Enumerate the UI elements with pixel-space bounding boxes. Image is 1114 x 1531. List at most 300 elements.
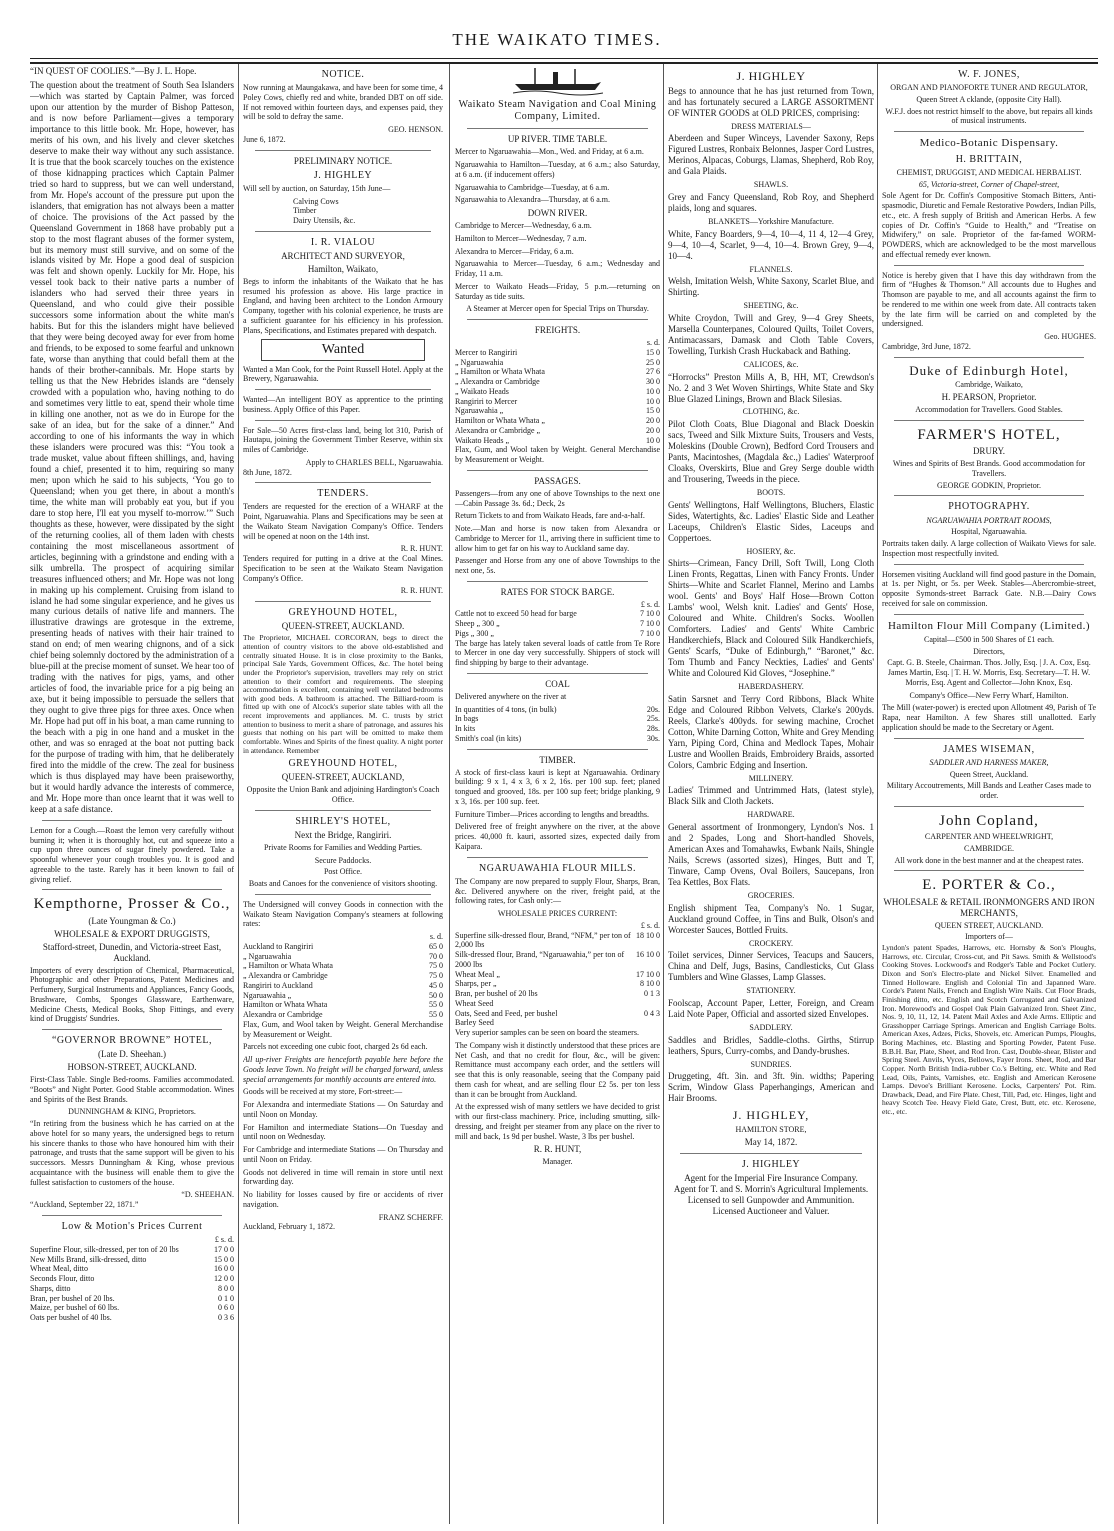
section-heading: BOOTS. (756, 488, 786, 498)
row-label: Pigs „ 300 „ (455, 628, 494, 638)
wiseman-name: JAMES WISEMAN, (943, 743, 1035, 755)
vialou-body: Begs to inform the inhabitants of the Waikato that he has resumed his profession as above. His large practice in England, and having been architect to the London Armoury Company, together with his colonial experience, he trusts are a sufficient guarantee for his efficiency in his profession. Plans, Specifications, and Estimates prepared with despatch. (243, 276, 443, 335)
row-label: Wheat Seed (455, 998, 494, 1008)
passages-title: PASSAGES. (534, 475, 581, 486)
mills-title: NGARUAWAHIA FLOUR MILLS. (478, 862, 637, 874)
row-value: 0 6 0 (218, 1303, 234, 1313)
row-value: 45 0 (429, 980, 443, 990)
wiseman-role: SADDLER AND HARNESS MAKER, (929, 757, 1049, 767)
row-value: 16 0 0 (214, 1264, 234, 1274)
passages-2: Return Tickets to and from Waikato Heads, fare and-a-half. (455, 511, 645, 521)
farmers-prop: GEORGE GODKIN, Proprietor. (937, 480, 1041, 490)
greyhound2-body: Opposite the Union Bank and adjoining Hardington's Coach Office. (246, 785, 440, 805)
table-row (455, 358, 660, 368)
separator (255, 231, 431, 232)
convey-s4: Goods not delivered in time will remain in store until next forwarding day. (243, 1167, 443, 1187)
separator (255, 810, 431, 811)
greyhound-street: QUEEN-STREET, AUCKLAND. (281, 621, 405, 632)
table-row (30, 1294, 234, 1304)
mills-wish: The Company wish it distinctly understood that these prices are Net Cash, and that no credit for flour, &c., will be given: Remittance must accompany each order, and the settlers will see that this is only reasonable, seeing that the Company paid them cash for wheat, and are selling flour £2 5s. per ton less than it can be brought from Auckland. (455, 1040, 660, 1099)
column-divider (238, 64, 239, 1524)
convey-parcels: Parcels not exceeding one cubic foot, charged 2s 6d each. (243, 1042, 428, 1052)
tenders-wharf-sign: R. R. HUNT. (400, 544, 443, 554)
agent-4: Licensed Auctioneer and Valuer. (712, 1205, 830, 1216)
row-label: In kits (455, 724, 476, 734)
list-item: Mercer to Waikato Heads—Friday, 5 p.m.—returning on Saturday as tide suits. (455, 281, 660, 301)
passages-4: Passenger and Horse from any one of above Townships to the next one, 5s. (455, 556, 660, 575)
row-value: 15 0 (646, 406, 660, 416)
vialou-place: Hamilton, Waikato, (307, 264, 379, 274)
row-label: „ Alexandra or Cambridge (455, 377, 540, 387)
lemon-cough-item: Lemon for a Cough.—Roast the lemon very carefully without burning it; when it is thoroughly hot, cut and squeeze into a cup upon three ounces of sugar finely powdered. Take a spoonful whenever your cough troubles you. It is good and agreeable to the taste. Rarely has it been known to fail of giving relief. (30, 825, 234, 884)
section-body: Druggeting, 4ft. 3in. and 3ft. 9in. widths; Papering Scrim, Window Glass Paperhangings, American and Hair Brooms. (668, 1071, 874, 1104)
kempthorne-sub: (Late Youngman & Co.) (88, 915, 176, 926)
section-heading: CROCKERY. (748, 938, 794, 948)
porter-body: Lyndon's patent Spades, Harrows, etc. Hornsby & Son's Ploughs, Harrows, etc. Circular, Cross-cut, and Pit Saws. Smith & Wellstood's Cooking Stoves. Lockwood's and Rodger's Table and Pocket Cutlery. Dixon and Son's Electro-plate and Nickel Silver. Enamelled and Tinned Holloware. English and Colonial Tin and Japanned Ware. Corde's Patent Nails, French and English Wire Nails. Cut Floor Brads, Finishing ditto, etc. English and Scotch Corrugated and Galvanized Iron. Morewood's and Gospel Oak Plain Galvanized Iron. Sheet Zinc, Nos. 9, 10, 11, 12, 14. Patent Mail Axles and Axle Arms. Elliptic and Grasshopper Carriage Springs. American and English Carriage Bolts. American Axes, Adzes, Picks, Shovels, etc. American Pumps, Ploughs, Boring Machines, etc. Blasting and Sporting Powder, Patent Fuse. B.B.H. Bar, Plate, Sheet, and Rod Iron. Cast, Double-shear, Blister and Spring Steel. Anvils, Vyces, Bellows, Fayer Irons. Sheet, Rod, and Bar Copper. North British India-rubber Co.'s Belting, etc. White and Red Lead, Oils, Paints, Varnishes, etc. English and American Kerosene Lamps. Devoe's Brilliant Kerosene. Locks, Carpenters' Pot. Rim. Drawback, Dead, and Fire Plate. Chest, Till, Pad, etc. Hinges, light and heavy Scotch Tee. Heavy Field Gate, Crest, Butt, etc. etc. Kerosene, etc., etc. (882, 943, 1096, 1117)
separator (467, 128, 648, 129)
row-value: 0 1 0 (218, 1293, 234, 1303)
stock-table (455, 609, 660, 638)
convey-date: Auckland, February 1, 1872. (243, 1222, 335, 1232)
kempthorne-title: Kempthorne, Prosser & Co., (33, 896, 231, 913)
table-row (455, 426, 660, 436)
table-row (455, 367, 660, 377)
row-label: „ Hamilton or Whata Whata (243, 961, 333, 971)
downriver-heading: DOWN RIVER. (527, 208, 588, 219)
timber-furniture: Furniture Timber—Prices according to lengths and breadths. (455, 809, 649, 819)
row-value: 50 0 (429, 990, 443, 1000)
row-label: Smith's coal (in kits) (455, 733, 522, 743)
copland-body: All work done in the best manner and at the cheapest rates. (894, 855, 1084, 865)
column-2 (243, 66, 443, 1521)
section-heading: SHEETING, &c. (743, 301, 799, 311)
prelim-items (243, 197, 443, 226)
table-row (30, 1284, 234, 1294)
shirley-paddock: Secure Paddocks. (314, 855, 372, 865)
shirley-title: SHIRLEY'S HOTEL, (295, 815, 391, 827)
separator (894, 357, 1084, 358)
row-value: 75 0 (429, 961, 443, 971)
mills-sign: R. R. HUNT, (533, 1144, 582, 1155)
row-label: Waikato Heads „ (455, 435, 509, 445)
table-row (455, 416, 660, 426)
highley-sign: J. HIGHLEY, (732, 1108, 810, 1123)
duke-prop: H. PEARSON, Proprietor. (941, 392, 1037, 403)
row-value: 20s. (646, 704, 660, 714)
table-row (243, 971, 443, 981)
section-heading: HARDWARE. (747, 810, 795, 820)
separator (42, 1029, 222, 1030)
section-body: Ladies' Trimmed and Untrimmed Hats, (latest style), Black Silk and Cloth Jackets. (668, 785, 874, 807)
hamilton-mill-title: Hamilton Flour Mill Company (Limited.) (887, 619, 1090, 632)
downriver-times (455, 221, 660, 301)
wanted-boy: Wanted—An intelligent BOY as apprentice to the printing business. Apply Office of this Paper. (243, 395, 443, 414)
table-row (30, 1274, 234, 1284)
farmers-place: DRURY. (972, 446, 1006, 457)
wiseman-body: Military Accoutrements, Mill Bands and Leather Cases made to order. (886, 781, 1092, 801)
row-value: 17 10 0 (636, 969, 660, 979)
hamilton-capital: Capital—£500 in 500 Shares of £1 each. (924, 634, 1054, 644)
agent-3: Licensed to sell Gunpowder and Ammunition. (687, 1194, 855, 1205)
mills-expressed: At the expressed wish of many settlers we have decided to grist with our first-class machinery. Price, including smutting, silk-dressing, and freight per steamer from any place on the river to mill and back, 1s 9d per bushel. Waste, 3 lbs per bushel. (455, 1102, 660, 1141)
table-row (30, 1255, 234, 1265)
governor-sign: “D. SHEEHAN. (181, 1190, 234, 1200)
row-value: 16 10 0 (636, 950, 660, 960)
section-body: White Croydon, Twill and Grey, 9—4 Grey Sheets, Marsella Counterpanes, Coloured Quilts, Toilet Covers, Antimacassars, Damask and Cloth Table Covers, Towelling, Turkish Crash Huckaback and Bathing. (668, 312, 874, 356)
row-value: 8 0 0 (218, 1283, 234, 1293)
row-value: 70 0 (429, 951, 443, 961)
photo-title: PHOTOGRAPHY. (948, 501, 1030, 513)
jones-address: Queen Street A cklande, (opposite City Hall). (916, 94, 1062, 104)
row-value: 55 0 (429, 1010, 443, 1020)
section-body: Grey and Fancy Queensland, Rob Roy, and Shepherd plaids, long and squares. (668, 191, 874, 213)
jones-role: ORGAN AND PIANOFORTE TUNER AND REGULATOR, (890, 83, 1088, 93)
governor-date: “Auckland, September 22, 1871.” (30, 1200, 139, 1210)
convey-s3: For Cambridge and intermediate Stations — On Thursday and until Noon on Friday. (243, 1145, 443, 1164)
upriver-times (455, 147, 660, 205)
copland-role: CARPENTER AND WHEELWRIGHT, (924, 832, 1054, 842)
row-value: 15 0 (646, 347, 660, 357)
row-value: 10 0 (646, 386, 660, 396)
convey-body: The Undersigned will convey Goods in connection with the Waikato Steam Navigation Company's steamers at following rates: (243, 899, 443, 929)
greyhound2-street: QUEEN-STREET, AUCKLAND, (281, 772, 405, 783)
row-label: In bags (455, 714, 479, 724)
section-heading: MILLINERY. (748, 773, 794, 783)
photo-address: Hospital, Ngaruawahia. (951, 527, 1027, 537)
section-body: Aberdeen and Super Winceys, Lavender Saxony, Reps Figured Lustres, Ronbaix Belonnes, Jasper Cord Lustres, Merinos, Alpacas, Coburgs, Llamas, Shepherd, Rob Roy, and Gala Plaids. (668, 133, 874, 177)
row-label: Hamilton or Whata Whata „ (455, 416, 545, 426)
row-value: 65 0 (429, 941, 443, 951)
table-row (243, 991, 443, 1001)
row-label: Maize, per bushel of 60 lbs. (30, 1303, 120, 1313)
tenders-wharf: Tenders are requested for the erection of a WHARF at the Point, Ngaruawahia. Plans and Specifications may be seen at the Waikato Steam Navigation Company's Office. Tenders will be opened at noon on the 14th inst. (243, 502, 443, 541)
row-value: 25s. (646, 714, 660, 724)
for-sale-apply: Apply to CHARLES BELL, Ngaruawahia. (305, 457, 443, 467)
row-label: „ Waikato Heads (455, 386, 509, 396)
separator (467, 470, 648, 471)
convey-store: Goods will be received at my store, Fort-street:— (243, 1087, 403, 1097)
section-body: Satin Sarsnet and Terry Cord Ribbons, Black White Edge and Coloured Ribbon Velvets, Clarke's 200yds. Reels, Clarke's 400yds. for sewing machine, Crochet Cotton, White Darning Cotton, White and Grey Mending Yarn, Piping Cord, China and Medlock Tapes, Mohair Lustre and Woollen Braids, Embroidery Braids, assorted Colors, Cambric Edging and Insertion. (668, 693, 874, 770)
brittain-role: CHEMIST, DRUGGIST, AND MEDICAL HERBALIST. (896, 167, 1082, 177)
coal-title: COAL (545, 678, 570, 689)
mills-role: Manager. (542, 1157, 573, 1167)
separator (680, 1153, 862, 1154)
highley-date: May 14, 1872. (744, 1136, 798, 1147)
column-5 (882, 66, 1096, 1521)
row-label: Silk-dressed flour, Brand, “Ngaruawahia,” per ton of 2000 lbs (455, 950, 625, 969)
row-value: 20 0 (646, 416, 660, 426)
list-item: Alexandra to Mercer—Friday, 6 a.m. (455, 246, 574, 256)
row-label: Bran, per bushel of 20 lbs (455, 989, 538, 999)
table-row (455, 436, 660, 446)
separator (894, 806, 1084, 807)
separator (894, 420, 1084, 421)
row-label: „ Ngaruawahia (455, 357, 504, 367)
steamship-icon (513, 66, 603, 96)
shirley-body: Private Rooms for Families and Wedding Parties. (263, 842, 423, 852)
notice-body: Now running at Maungakawa, and have been for some time, 4 Poley Cows, chiefly red and white, branded DBT on off side. If not removed within fourteen days, and expenses paid, they will be sold to defray the same. (243, 83, 443, 122)
porter-importers: Importers of— (965, 932, 1013, 942)
section-body: General assortment of Ironmongery, Lyndon's Nos. 1 and 2 Spades, Long and Short-handled Shovels, American Axes and Tomahawks, Ewbank Nails, Shingle Nails, Screws (assorted sizes), Hinges, Butt and T, Tinware, Camp Ovens, Oval Boilers, Saucepans, Iron Tea Kettles, Box Flats. (668, 822, 874, 887)
row-label: New Mills Brand, silk-dressed, ditto (30, 1254, 147, 1264)
freights-table (455, 348, 660, 446)
governor-title: “GOVERNOR BROWNE” HOTEL, (51, 1035, 213, 1047)
list-item: Mercer to Ngaruawahia—Mon., Wed. and Friday, at 6 a.m. (455, 147, 644, 157)
tenders-drive-sign: R. R. HUNT. (400, 586, 443, 596)
farmers-title: FARMER'S HOTEL, (917, 426, 1061, 443)
section-heading: DRESS MATERIALS— (731, 121, 811, 131)
row-value: 27 6 (646, 367, 660, 377)
table-row (243, 981, 443, 991)
coal-table (455, 705, 660, 744)
hughes-date: Cambridge, 3rd June, 1872. (882, 341, 971, 351)
separator (467, 857, 648, 858)
wsn-title: Waikato Steam Navigation and Coal Mining Company, Limited. (458, 99, 657, 123)
row-value: 17 0 0 (214, 1244, 234, 1254)
section-heading: BLANKETS—Yorkshire Manufacture. (708, 216, 834, 226)
convey-s5: No liability for losses caused by fire or accidents of river navigation. (243, 1190, 443, 1209)
table-row (30, 1313, 234, 1323)
greyhound-body: The Proprietor, MICHAEL CORCORAN, begs to direct the attention of country visitors to the above old-established and centrally situated House. It is in close proximity to the Banks, principal Sale Yards, Government Offices, &c. The hotel being under the Proprietor's supervision, travellers may rely on strict attention to their comfort and requirements. The sleeping accommodation is excellent, containing well ventilated bedrooms with good beds. A bathroom is attached. The Billiard-room is fitted up with one of Alcock's superior slate tables with all the recent improvements and appliances. M. C. trusts by strict attention to business to merit a share of patronage, and assures his guests that nothing on his part will be omitted to make them comfortable. Wines and Spirits of the finest quality. A night porter in attendance. Remember (243, 633, 443, 755)
section-heading: GROCERIES. (747, 890, 795, 900)
section-heading: CLOTHING, &c. (742, 407, 800, 417)
low-motion-table (30, 1245, 234, 1323)
upriver-heading: UP RIVER. TIME TABLE. (507, 134, 608, 145)
row-value: 12 0 0 (214, 1274, 234, 1284)
table-row (455, 999, 660, 1009)
section-heading: FLANNELS. (749, 264, 793, 274)
timber-delivered: Delivered free of freight anywhere on the river, at the above prices. 40,000 ft. kauri, assorted sizes, expected daily from Kaipara. (455, 822, 660, 851)
kempthorne-body: Importers of every description of Chemical, Pharmaceutical, Photographic and other Preparations, Patent Medicines and Perfumery, Surgical Instruments and Appliances, Fancy Goods, Brushware, Combs, Sponges Glassware, Earthenware, Medicine Chests, Medical Books, Shop Fittings, and every kind of Druggists' Sundries. (30, 965, 234, 1024)
separator (42, 889, 222, 890)
hamilton-directors: Capt. G. B. Steele, Chairman. Thos. Jolly, Esq. | J. A. Cox, Esq. James Martin, Esq. | T. H. W. Morris, Esq. Secretary—T. H. W. Morris, Esq. Agent and Collector—John Knox, Esq. (887, 658, 1091, 687)
list-item: Cambridge to Mercer—Wednesday, 6 a.m. (455, 221, 592, 231)
hamilton-mill-note: The Mill (water-power) is erected upon Allotment 49, Parish of Te Rapa, near Hamilton. A few Shares still unallotted. Early application should be made to the Secretary or Agent. (882, 703, 1096, 732)
stock-header: £ s. d. (640, 599, 660, 609)
row-label: Mercer to Rangiriri (455, 347, 518, 357)
row-label: Oats, Seed and Feed, per bushel (455, 1008, 558, 1018)
section-heading: SADDLERY. (749, 1022, 793, 1032)
table-row (243, 952, 443, 962)
shirley-boats: Boats and Canoes for the convenience of visitors shooting. (248, 879, 438, 889)
section-heading: HOSIERY, &c. (746, 546, 796, 556)
notice-sign: GEO. HENSON. (388, 125, 443, 135)
hughes-notice: Notice is hereby given that I have this day withdrawn from the firm of “Hughes & Thomson.” All accounts due to Hughes and Thomson are payable to me, and all accounts against the firm to be rendered to me within one week from date. All contracts taken by the late firm will be carried on and completed by the undersigned. (882, 270, 1096, 329)
separator (894, 870, 1084, 871)
duke-place: Cambridge, Waikato, (955, 380, 1023, 390)
notice-date: June 6, 1872. (243, 134, 286, 144)
porter-role: WHOLESALE & RETAIL IRONMONGERS AND IRON MERCHANTS, (883, 896, 1095, 918)
table-row (243, 942, 443, 952)
list-item: Dairy Utensils, &c. (293, 216, 356, 226)
separator (255, 389, 431, 390)
farmers-body: Wines and Spirits of Best Brands. Good accommodation for Travellers. (892, 459, 1086, 478)
row-label: Cattle not to exceed 50 head for barge (455, 609, 577, 619)
table-row (243, 1010, 443, 1020)
mills-header: £ s. d. (640, 920, 660, 930)
porter-address: QUEEN STREET, AUCKLAND. (934, 920, 1044, 930)
passages-1: Passengers—from any one of above Townships to the next one—Cabin Passage 3s. 6d.; Deck, 2s (455, 488, 660, 508)
brittain-name: H. BRITTAIN, (955, 153, 1023, 165)
row-label: „ Hamilton or Whata Whata (455, 367, 545, 377)
masthead-rule-thick (30, 62, 1098, 64)
section-body: English shipment Tea, Company's No. 1 Sugar, Auckland ground Coffee, in Tins and Bulk, Olson's and Worcester Sauces, Bottled Fruits. (668, 902, 874, 935)
table-row (455, 1009, 660, 1019)
table-row (455, 387, 660, 397)
section-heading: CALICOES, &c. (743, 359, 799, 369)
section-body: Gents' Wellingtons, Half Wellingtons, Bluchers, Elastic Sides, Watertights, &c. Ladies' Elastic Side and Leather Laceups, Children's Elastic Sides, Laceups and Coppertoes. (668, 499, 874, 543)
list-item: Ngaruawahia to Alexandra—Thursday, at 6 a.m. (455, 195, 610, 205)
article-title: “IN QUEST OF COOLIES.”—By J. L. Hope. (30, 66, 197, 76)
stock-note: The barge has lately taken several loads of cattle from Te Rore to Mercer in one day very successfully. Shippers of stock will find shipping by barge to their advantage. (455, 638, 660, 668)
convey-s2: For Hamilton and intermediate Stations—On Tuesday and until noon on Wednesday. (243, 1122, 443, 1142)
convey-sign: FRANZ SCHERFF. (378, 1212, 443, 1222)
row-value: 7 10 0 (640, 619, 660, 629)
list-item: Ngaruawahia to Cambridge—Tuesday, at 6 a.m. (455, 182, 610, 192)
governor-sub: (Late D. Sheehan.) (98, 1049, 166, 1060)
row-value: 25 0 (646, 357, 660, 367)
table-row (455, 609, 660, 619)
for-sale-date: 8th June, 1872. (243, 467, 292, 477)
row-label: Ngaruawahia „ (243, 990, 292, 1000)
row-value: 15 0 0 (214, 1254, 234, 1264)
row-label: Ngaruawahia „ (455, 406, 504, 416)
separator (894, 614, 1084, 615)
section-body: Foolscap, Account Paper, Letter, Foreign, and Cream Laid Note Paper, Official and assorted sized Envelopes. (668, 997, 874, 1019)
table-row (30, 1264, 234, 1274)
section-body: Saddles and Bridles, Saddle-cloths. Girths, Stirrup leathers, Spurs, Curry-combs, and Dandy-brushes. (668, 1034, 874, 1056)
separator (894, 564, 1084, 565)
low-motion-header: £ s. d. (214, 1235, 234, 1245)
table-row (455, 931, 660, 951)
timber-title: TIMBER. (539, 754, 576, 765)
column-divider (877, 64, 878, 1524)
separator (467, 581, 648, 582)
section-body: Shirts—Crimean, Fancy Drill, Soft Twill, Long Cloth Linen Fronts, Regattas, Linen with Fancy Fronts. Under Shirts—White and Scarlet Flannel, Merino and Lambs wool. Gents' and Boys' Half Hose—Brown Cotton Lambs' wool, Welsh knit. Ladies' and Gents' Hose, Coloured and White. Children's Socks. Woollen Comforters. Ladies' and Gents' White Cambric Handkerchiefs, Black and Coloured Silk Handkerchiefs, Gents' Scarfs, “Duke of Edinburgh,” “Baronet,” &c. Tom Thumb and Fancy Neckties, Ladies' and Gents' White and Coloured Kid Gloves, “Josephine.” (668, 558, 874, 679)
convey-s1: For Alexandra and intermediate Stations — On Saturday and until Noon on Monday. (243, 1100, 443, 1119)
row-value: 30 0 (646, 377, 660, 387)
section-body: Pilot Cloth Coats, Blue Diagonal and Black Doeskin sacs, Tweed and Silk Mixture Suits, Trousers and Vests, Moleskins (Double Crown), Bedford Cord Trousers and Pants, Macintoshes, (Magdala &c.,) Ladies' Waterproof Cloaks, Overskirts, Blue and Grey Serge double width and Trousering, Tweeds in the piece. (668, 419, 874, 485)
timber-body: A stock of first-class kauri is kept at Ngaruawahia. Ordinary building: 9 x 1, 4 x 3, 6 x 2, 16s. per 100 sup. feet; planed tongued and grooved, 18s. per 100 sup feet; bridge planking, 9 x 3, 16s. per 100 sup. feet. (455, 767, 660, 806)
table-row (455, 619, 660, 629)
list-item: Calving Cows (293, 196, 339, 206)
row-value: 20 0 (646, 425, 660, 435)
article-body: The question about the treatment of South Sea Islanders—which was started by Captain Palmer, was forced upon our attention by the murder of Bishop Patteson, and is now before Parliament—gives a temporary importance to this little book. Mr. Hope, however, has merits of his own, and his lively and clever sketches deserve to make their way without any such assistance. It is true that the book scarcely touches on the existence of those kidnapping practices which Captain Palmer tried so hard to suppress, but we can well understand, from Mr. Hope's account of the pressure put upon the islanders, that emigration has not always been a matter of choice. The provisions of the Act passed by the Queensland Government in 1868 have probably put a stop to the most flagrant abuses of the former system, but its memory must still survive, and on some of the islands visited by Mr. Hope a good deal of suspicion was felt and shown openly. Luckily for Mr. Hope, his vessel took back to their native parts a number of islanders who had served their three years in Queensland, and who could give their possible successors some information about the white man's habits. But for this the islanders might have believed that they were being decoyed away for ever from home and friends, to be exposed to some fearful and unknown fate, worse than anything that could befall them at the hands of their brother-cannibals. Mr. Hope starts by telling us that the New Hebrides islands are “densely crowded with a population who, having nothing to do and sometimes very little to eat, spend their whole time in killing one another, not as we do in Europe for the sake of an idea, but for the sake of a dinner.” And according to one of his informants the way in which these islanders were procured was this: “You took a trade musket, value about fifteen shillings, and, having found a chief, presented it to him, requiring so many men; upon which he said to his subjects, ‘You go to Queensland; when you get there, in about a month's time, the white man will probably eat you, but if you dare to stop here, I'll eat you myself to-morrow.’” Such thoughts as these, however, were dissipated by the sight of the returning coolies, all of them laden with chests containing the most miscellaneous assortment of articles, beginning with a grindstone and ending with a silk umbrella. The prospect of acquiring similar treasures influenced others; and Mr. Hope was not long in making up his complement. Cruising from island to island he had some singular experience, and he gives us many curious details of native life and manners. The illustrative drawings are grotesque in the extreme, presenting heads of natives with their hair trained to stand on end; of men wearing chignons, and of a sick chief being solemnly doctored by the administration of a blue-pill at the precise moment of sunset. We hear too of trading with the natives for pigs, yams, and other articles of food, the invariable price for a pig being an axe, but it being impossible to persuade the sellers that they ought to give three pigs for three axes. Once when Mr. Hope had put off in his boat, a man came running to the beach with a pig in one hand and a musket in the other, and was so enraged at the boat not putting back for the purpose of trading with him, that he deliberately fired into the middle of the crew. The zeal for business which is thus displayed may have been praiseworthy, but it would hardly advance the interests of commerce, and Mr. Hope more than once learnt that it was well to keep at a safe distance. (30, 79, 234, 814)
brittain-address: 65, Victoria-street, Corner of Chapel-street, (918, 179, 1060, 189)
prelim-body: Will sell by auction, on Saturday, 15th June— (243, 183, 391, 193)
agent-name: J. HIGHLEY (741, 1158, 801, 1170)
freights-note: Flax, Gum, and Wool taken by Weight. General Merchandise by Measurement or Weight. (455, 445, 660, 465)
row-value: 18 10 0 (636, 930, 660, 940)
table-row (455, 950, 660, 970)
governor-props: DUNNINGHAM & KING, Proprietors. (68, 1107, 196, 1117)
hamilton-directors-heading: Directors, (973, 646, 1005, 656)
convey-upriver: All up-river Freights are henceforth payable here before the Goods leave Town. No freight will be charged forward, unless special arrangements for monthly accounts are entered into. (243, 1055, 443, 1084)
table-row (455, 714, 660, 724)
table-row (455, 377, 660, 387)
separator (42, 820, 222, 821)
coal-intro: Delivered anywhere on the river at (455, 691, 567, 701)
table-row (243, 961, 443, 971)
copland-name: John Copland, (939, 812, 1039, 829)
row-label: Seconds Flour, ditto (30, 1274, 95, 1284)
convey-header: s. d. (429, 932, 443, 942)
separator (255, 482, 431, 483)
row-value: 10 0 (646, 435, 660, 445)
separator (255, 150, 431, 151)
duke-note: Accommodation for Travellers. Good Stables. (915, 405, 1063, 415)
row-label: „ Ngaruawahia (243, 951, 292, 961)
section-body: “Horrocks” Preston Mills A, B, HH, MT, Crewdson's No. 2 and 3 Wet Woven Shirtings, White State and Sky Blue Glazed Linings, Brown and Black Silesias. (668, 371, 874, 404)
column-divider (663, 64, 664, 1524)
list-item: Timber (293, 206, 317, 216)
table-row (455, 979, 660, 989)
duke-title: Duke of Edinburgh Hotel, (909, 362, 1069, 378)
row-label: Alexandra or Cambridge (243, 1010, 323, 1020)
row-value: 7 10 0 (640, 609, 660, 619)
convey-table (243, 942, 443, 1020)
table-row (30, 1245, 234, 1255)
list-item: Hamilton to Mercer—Wednesday, 7 a.m. (455, 233, 587, 243)
separator (894, 738, 1084, 739)
for-sale: For Sale—50 Acres first-class land, being lot 310, Parish of Hautapu, joining the Government Timber Reserve, within six miles of Cambridge. (243, 425, 443, 455)
row-label: Superfine Flour, silk-dressed, per ton of 20 lbs (30, 1244, 179, 1254)
highley-sections (668, 122, 874, 1105)
row-value: 75 0 (429, 971, 443, 981)
wanted-cook: Wanted a Man Cook, for the Point Russell Hotel. Apply at the Brewery, Ngaruawahia. (243, 364, 443, 384)
separator (467, 749, 648, 750)
highley-store: HAMILTON STORE, (735, 1124, 807, 1134)
row-label: Alexandra or Cambridge „ (455, 425, 541, 435)
column-4 (668, 66, 874, 1521)
row-label: Rangiriri to Mercer (455, 396, 518, 406)
vialou-role: ARCHITECT AND SURVEYOR, (281, 251, 405, 262)
kempthorne-line2: Stafford-street, Dunedin, and Victoria-street East, Auckland. (42, 941, 222, 963)
table-row (243, 1000, 443, 1010)
prelim-title: PRELIMINARY NOTICE. (293, 155, 393, 166)
table-row (455, 734, 660, 744)
tenders-drive: Tenders required for putting in a drive at the Coal Mines. Specification to be seen at the Waikato Steam Navigation Company's Office. (243, 554, 443, 583)
column-3 (455, 66, 660, 1521)
photo-body: Portraits taken daily. A large collection of Waikato Views for sale. Inspection most respectfully invited. (882, 539, 1096, 558)
table-row (455, 1018, 660, 1028)
greyhound2-title: GREYHOUND HOTEL, (288, 758, 398, 770)
highley-intro: Begs to announce that he has just returned from Town, and has fortunately secured a LARGE ASSORTMENT OF WINTER GOODS at OLD PRICES, comprising: (668, 85, 874, 118)
wiseman-address: Queen Street, Auckland. (949, 769, 1029, 779)
photo-rooms: NGARUAWAHIA PORTRAIT ROOMS, (926, 515, 1052, 525)
table-row (455, 406, 660, 416)
copland-place: CAMBRIDGE. (963, 843, 1014, 853)
hughes-sign: Geo. HUGHES. (1044, 332, 1096, 342)
porter-name: E. PORTER & Co., (922, 877, 1056, 894)
separator (894, 265, 1084, 266)
row-value: 10 0 (646, 396, 660, 406)
brittain-body: Sole Agent for Dr. Coffin's Compositive Stomach Bitters, Anti-spasmodic, Diuretic and Female Restorative Powders, Indian Pills, etc., etc. A fresh supply of British and American Herbs. A few copies of Dr. Coffin's “Guide to Health,” and “Treatise on Midwifery,” on sale. Proprietor of the far-famed WORM-POWDERS, which are acknowledged to be the most marvellous and effectual remedy ever known. (882, 191, 1096, 259)
row-label: Rangiriri to Auckland (243, 980, 313, 990)
horsemen-notice: Horsemen visiting Auckland will find good pasture in the Domain, at 1s. per Night, or 5s. per Week. Stables—Abercrombie-street, opposite Symonds-street Barrack Gate. N.B.—Dairy Cows received for sale on commission. (882, 569, 1096, 608)
greyhound-title: GREYHOUND HOTEL, (288, 607, 398, 619)
row-value: 30s. (646, 733, 660, 743)
wanted-heading: Wanted (261, 339, 425, 360)
separator (467, 673, 648, 674)
mills-samples: Very superior samples can be seen on board the steamers. (455, 1028, 639, 1038)
stock-title: RATES FOR STOCK BARGE. (500, 586, 615, 597)
highley-name: J. HIGHLEY (736, 69, 806, 83)
list-item: Ngaruawahia to Mercer—Tuesday, 6 a.m.; Wednesday and Friday, 11 a.m. (455, 259, 660, 279)
agent-1: Agent for the Imperial Fire Insurance Company. (684, 1172, 858, 1183)
governor-note: “In retiring from the business which he has carried on at the above hotel for so many years, the undersigned begs to return his sincere thanks to those who have honoured him with their patronage, and trusts that the same support will be given to his successors. Messrs Dunningham & King, whose previous acquaintance with the business will enable them to give the fullest satisfaction to customers of the house. (30, 1119, 234, 1187)
dispensary-title: Medico-Botanic Dispensary. (919, 137, 1059, 150)
